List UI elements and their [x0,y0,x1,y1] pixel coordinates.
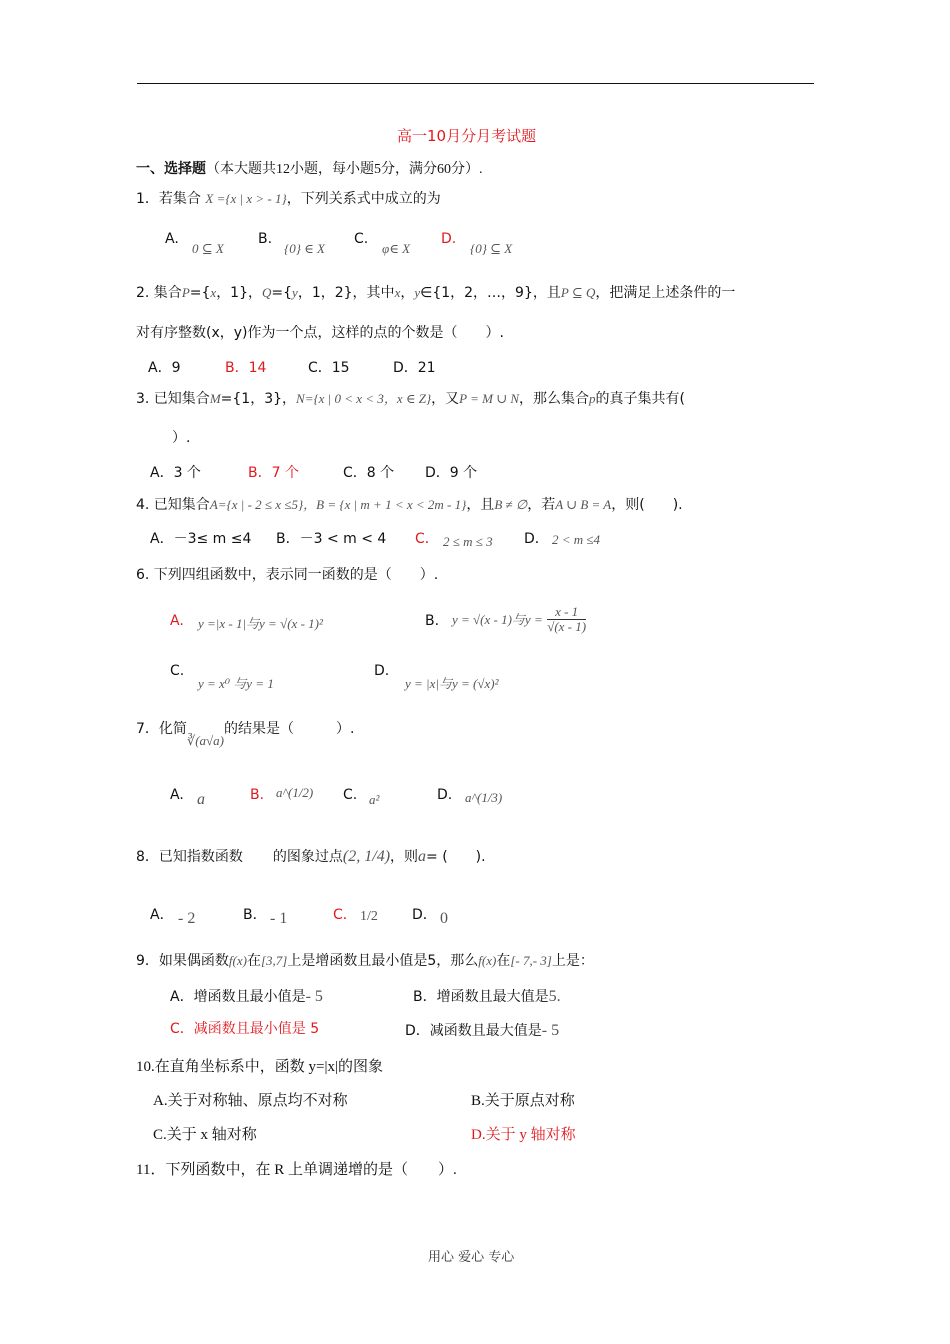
q2-option-a: A．9 [148,360,181,376]
q9-b-math: 5. [548,988,561,1005]
q7-option-b-label: B. [250,787,265,803]
q10-option-a: A.关于对称轴、原点均不对称 [153,1093,348,1109]
q4-b: ={x | - 2 ≤ x ≤5}， [217,497,317,512]
q1-d-label: D. [441,231,457,247]
q2-f: ， [400,285,415,301]
q3-m2: N [296,391,305,406]
q9-s2: 在 [246,953,261,969]
q2-h: ，把满足上述条件的一 [595,285,736,301]
q3-e: ，那么集合 [519,391,590,407]
q4-d: ，若 [527,497,556,513]
q7-option-a-label: A. [170,787,184,803]
q6-option-b-label: B. [425,613,440,629]
q9-f2: f(x) [478,953,497,968]
q6-b-den: √(x - 1) [547,619,587,635]
q6-b-expr: y = √(x - 1)与y = [452,611,543,627]
question-6: 6. 下列四组函数中，表示同一函数的是（ ）. [136,567,439,583]
q6-option-a-math: y =|x - 1|与y = √(x - 1)² [198,616,323,631]
q9-b-text: B．增函数且最大值是 [413,989,549,1005]
q3-option-d: D．9 个 [425,465,478,481]
q7-option-a-math: a [197,791,205,808]
q4-e: ，则( ). [611,497,683,513]
q4-option-b: B．－3 < m < 4 [276,531,387,547]
q1-stem: 1．若集合 [136,191,201,207]
question-3-line1 [136,391,685,408]
q3-f: 的真子集共有( [595,391,685,407]
q7-option-c-label: C. [343,787,358,803]
section-label: 一、选择题 [136,161,206,177]
question-10: 10.在直角坐标系中，函数 y=|x|的图象 [136,1059,383,1075]
q6-option-c-math: y = x⁰ 与y = 1 [198,676,274,691]
q7-stem: 7．化简 [136,721,187,737]
q8-end: = ( ). [426,849,486,865]
q3-option-b: B．7 个 [248,465,299,481]
q8-option-c-label: C． [333,907,357,923]
q6-option-c-label: C. [170,663,185,679]
q3-m1: M [209,391,221,406]
q3-a: 3. 已知集合 [136,391,210,407]
question-3-line2: ）. [172,430,191,446]
q7-math: ∛(a√a) [186,733,224,748]
question-1 [136,191,441,208]
q4-option-a: A．－3≤ m ≤4 [150,531,252,547]
q1-b-math: {0} ∈ X [284,241,325,256]
q8-option-b-label: B． [243,907,267,923]
q9-stem: 9．如果偶函数 [136,953,229,969]
q2-d: ={ [271,285,293,301]
q4-m1: A [209,497,218,512]
q10-option-d: D.关于 y 轴对称 [471,1127,576,1143]
q4-option-c-label: C． [415,531,439,547]
q3-option-c: C．8 个 [343,465,395,481]
q3-m4: p [589,391,596,406]
page-title: 高一10月分月考试题 [397,127,537,145]
q9-a-text: A．增函数且最小值是 [170,989,306,1005]
q1-a-math: 0 ⊆ X [192,241,224,256]
q10-option-b: B.关于原点对称 [471,1093,575,1109]
q9-f1: f(x) [228,953,247,968]
q3-option-a: A．3 个 [150,465,201,481]
q8-stem: 8．已知指数函数 [136,849,243,865]
q9-a-math: - 5 [305,988,323,1005]
q9-i1: [3,7] [260,953,288,968]
q1-d-math: {0} ⊆ X [470,241,513,256]
page-footer: 用心 爱心 专心 [428,1250,515,1265]
q8-option-c-math: 1/2 [360,909,378,924]
q6-option-a-label: A. [170,613,184,629]
q6-b-num: x - 1 [547,605,586,620]
q8-option-d-math: 0 [440,910,448,927]
q8-mid: 的图象过点 [272,849,343,865]
question-8 [136,847,486,866]
q6-option-d-label: D. [374,663,390,679]
header-rule [137,83,814,84]
q3-c: ={x | 0 < x < 3，x ∈ Z} [304,391,432,406]
q2-e: ，1，2}，其中 [297,285,395,301]
q3-b: ={1，3}， [220,391,297,407]
question-9 [136,953,594,970]
q1-a-label: A. [165,231,179,247]
q9-option-c: C．减函数且最小值是 5 [170,1021,320,1037]
q6-option-d-math: y = |x|与y = (√x)² [405,676,499,691]
q2-c: ，1}， [216,285,263,301]
q1-option-a [165,231,179,248]
q9-option-d [405,1021,559,1040]
q1-tail: ，下列关系式中成立的为 [286,191,441,207]
q2-option-c: C．15 [308,360,350,376]
q8-option-b-math: - 1 [270,910,288,927]
q2-m4: y [292,285,298,300]
q2-a: 2. 集合 [136,285,182,301]
q2-m2: x [210,285,217,300]
section-note: （本大题共12小题，每小题5分，满分60分）. [206,162,483,177]
q9-s3: 上是增函数且最小值是5，那么 [287,953,479,969]
q4-c: ，且 [466,497,495,513]
q4-option-c-math: 2 ≤ m ≤ 3 [443,534,493,549]
q4-option-d-label: D． [524,531,549,547]
question-2-line1 [136,285,735,302]
q8-var: a [418,848,427,865]
q7-option-b-math: a^(1/2) [276,785,314,800]
q2-b: ={ [189,285,211,301]
q9-s4: 在 [496,953,511,969]
q8-option-a-label: A． [150,907,174,923]
q2-m3: Q [262,285,272,300]
q9-s5: 上是： [551,953,594,969]
q2-m5: x [394,285,401,300]
question-11: 11．下列函数中，在 R 上单调递增的是（ ）. [136,1162,457,1178]
q9-option-a [170,987,323,1006]
q7-option-d-math: a^(1/3) [465,790,503,805]
q8-option-d-label: D． [412,907,437,923]
q8-point: (2, 1/4) [342,848,391,865]
q1-b-label: B. [258,231,273,247]
q7-option-c-math: a² [369,792,380,807]
q9-d-text: D．减函数且最大值是 [405,1023,542,1039]
q2-m1: P [181,285,190,300]
q10-option-c: C.关于 x 轴对称 [153,1127,257,1143]
q2-m7: P ⊆ Q [560,285,596,300]
question-4 [136,497,683,514]
q3-m3: P = M ∪ N [459,391,520,406]
q7-option-d-label: D. [437,787,453,803]
q4-m3: B ≠ ∅ [494,497,528,512]
q9-d-math: - 5 [541,1022,560,1039]
q2-m6: y [414,285,421,300]
q1-c-math: φ∈ X [382,241,411,256]
q4-m4: A ∪ B = A [555,497,612,512]
q4-a: 4. 已知集合 [136,497,210,513]
q8-option-a-math: - 2 [178,910,196,927]
q2-option-d: D．21 [393,360,436,376]
q7-tail: 的结果是（ ）. [224,721,355,737]
q2-option-b: B．14 [225,360,267,376]
q4-m2: B = {x | m + 1 < x < 2m - 1} [316,497,467,512]
q9-option-b [413,987,561,1006]
q1-c-label: C. [354,231,369,247]
q1-set: X ={x | x > - 1} [205,191,287,206]
q6-b-fraction [547,605,586,635]
question-2-line2: 对有序整数(x，y)作为一个点，这样的点的个数是（ ）. [136,325,504,341]
q2-g: ∈{1，2，…，9}，且 [420,285,561,301]
q3-d: ，又 [431,391,460,407]
section-heading [136,161,483,179]
q8-tail: ，则 [390,849,419,865]
q9-i2: [- 7,- 3] [510,953,552,968]
question-7 [136,721,355,748]
q6-option-b-math [452,605,586,635]
q4-option-d-math: 2 < m ≤4 [552,532,601,547]
